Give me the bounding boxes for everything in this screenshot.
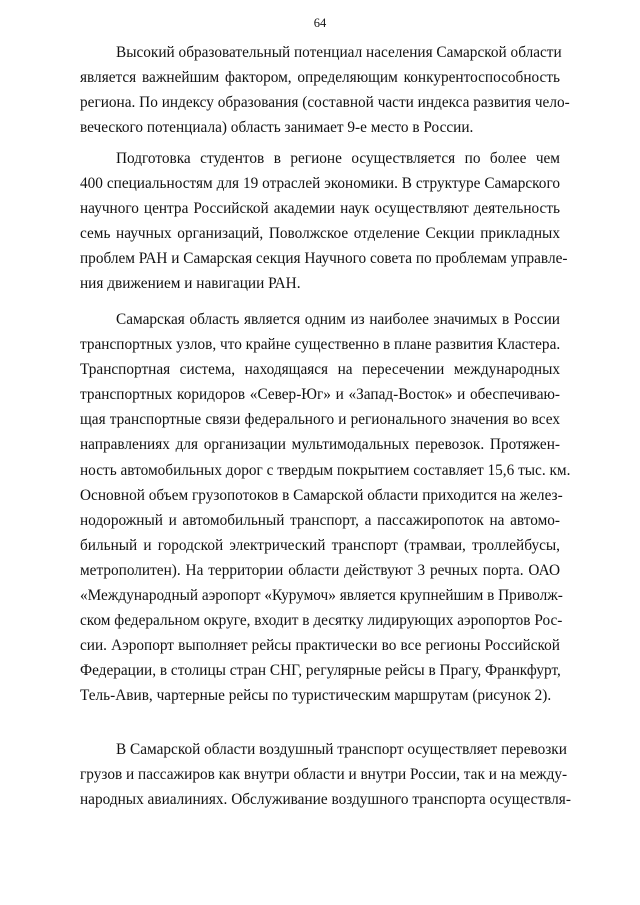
text-line: грузов и пассажиров как внутри области и внутри России, так и на между- — [80, 766, 568, 784]
text-line: народных авиалиниях. Обслуживание воздушного транспорта осуществля- — [80, 791, 571, 809]
text-line: Подготовка студентов в регионе осуществляется по более чем — [116, 150, 560, 167]
text-line: направлениях для организации мультимодальных перевозок. Протяжен- — [80, 436, 560, 454]
text-line: семь научных организаций, Поволжское отделение Секции прикладных — [80, 225, 560, 243]
paragraph-education — [80, 40, 570, 140]
text-line: является важнейшим фактором, определяющим конкурентоспособность — [80, 69, 560, 87]
text-line: метрополитен). На территории области действуют 3 речных порта. ОАО — [80, 561, 560, 579]
text-line: В Самарской области воздушный транспорт осуществляет перевозки — [116, 741, 567, 758]
text-line: 400 специальностям для 19 отраслей экономики. В структуре Самарского — [80, 175, 560, 193]
text-line: щая транспортные связи федерального и регионального значения во всех — [80, 411, 560, 429]
text-line: транспортных коридоров «Север-Юг» и «Запад-Восток» и обеспечиваю- — [80, 386, 560, 404]
text-line: региона. По индексу образования (составной части индекса развития чело- — [80, 94, 570, 112]
text-line: Самарская область является одним из наиболее значимых в России — [116, 311, 560, 328]
text-line: сии. Аэропорт выполняет рейсы практически во все регионы Российской — [80, 637, 560, 655]
text-line: Федерации, в столицы стран СНГ, регулярные рейсы в Прагу, Франкфурт, — [80, 662, 561, 680]
paragraph-transport — [80, 307, 571, 709]
text-line: нодорожный и автомобильный транспорт, а пассажиропоток на автомо- — [80, 511, 560, 529]
text-line: Основной объем грузопотоков в Самарской области приходится на желез- — [80, 486, 563, 504]
text-line: Транспортная система, находящаяся на пересечении международных — [80, 361, 560, 379]
text-line: ском федеральном округе, входит в десятку лидирующих аэропортов Рос- — [80, 612, 563, 630]
text-line: ния движением и навигации РАН. — [80, 275, 301, 293]
text-line: Тель-Авив, чартерные рейсы по туристическим маршрутам (рисунок 2). — [80, 687, 552, 705]
text-line: «Международный аэропорт «Курумоч» является крупнейшим в Приволж- — [80, 587, 563, 605]
paragraph-science — [80, 146, 568, 297]
text-line: транспортных узлов, что крайне существенно в плане развития Кластера. — [80, 336, 561, 354]
text-line: научного центра Российской академии наук осуществляют деятельность — [80, 200, 560, 218]
text-line: Высокий образовательный потенциал населения Самарской области — [116, 44, 562, 61]
page-number: 64 — [313, 16, 327, 30]
text-line: бильный и городской электрический транспорт (трамваи, троллейбусы, — [80, 536, 560, 554]
text-line: веческого потенциала) область занимает 9-е место в России. — [80, 119, 474, 137]
text-line: ность автомобильных дорог с твердым покрытием составляет 15,6 тыс. км. — [80, 461, 571, 479]
text-line: проблем РАН и Самарская секция Научного совета по проблемам управле- — [80, 250, 568, 268]
paragraph-air-transport — [80, 737, 571, 812]
